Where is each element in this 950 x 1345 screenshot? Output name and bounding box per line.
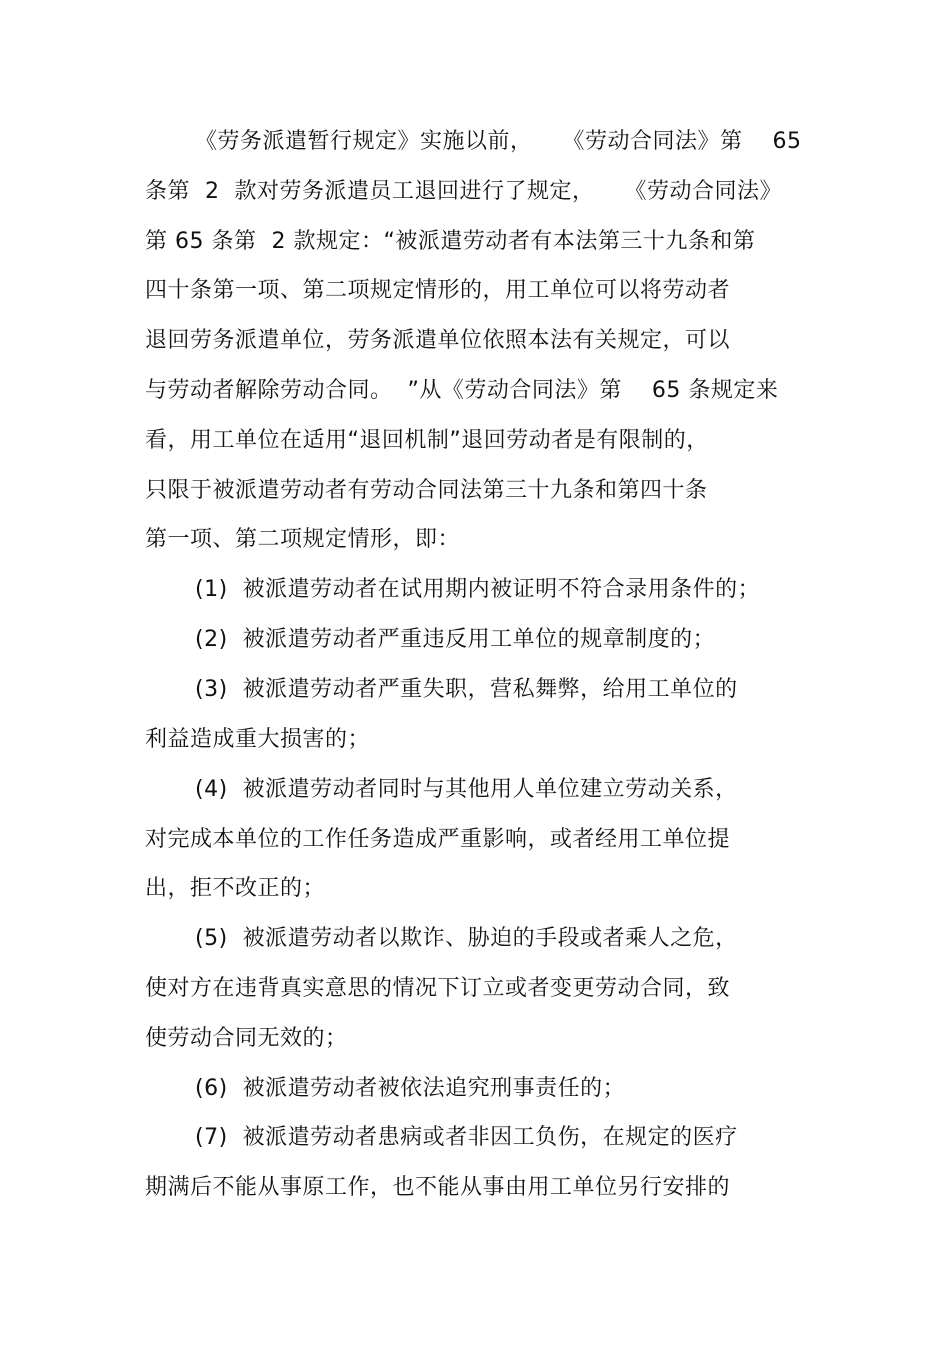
text-line: 第 65 条第 2 款规定：“被派遣劳动者有本法第三十九条和第 <box>145 229 756 254</box>
text-line: 出，拒不改正的； <box>145 876 326 901</box>
text-line: 四十条第一项、第二项规定情形的，用工单位可以将劳动者 <box>145 278 731 303</box>
list-item: (6) 被派遣劳动者被依法追究刑事责任的； <box>195 1076 626 1101</box>
text-line: 条第 2 款对劳务派遣员工退回进行了规定， 《劳动合同法》 <box>145 179 782 204</box>
text-line: 使劳动合同无效的； <box>145 1026 348 1051</box>
text-line: 《劳务派遣暂行规定》实施以前， 《劳动合同法》第 65 <box>195 129 802 154</box>
text-line: 看，用工单位在适用“退回机制”退回劳动者是有限制的， <box>145 428 709 453</box>
list-item: (2) 被派遣劳动者严重违反用工单位的规章制度的； <box>195 627 716 652</box>
list-item: (3) 被派遣劳动者严重失职，营私舞弊，给用工单位的 <box>195 677 738 702</box>
text-line: 期满后不能从事原工作，也不能从事由用工单位另行安排的 <box>145 1175 731 1200</box>
list-item: (4) 被派遣劳动者同时与其他用人单位建立劳动关系， <box>195 777 738 802</box>
text-line: 第一项、第二项规定情形，即： <box>145 527 461 552</box>
text-line: 使对方在违背真实意思的情况下订立或者变更劳动合同，致 <box>145 976 731 1001</box>
list-item: (7) 被派遣劳动者患病或者非因工负伤，在规定的医疗 <box>195 1125 738 1150</box>
text-line: 利益造成重大损害的； <box>145 727 371 752</box>
list-item: (1) 被派遣劳动者在试用期内被证明不符合录用条件的； <box>195 577 761 602</box>
list-item: (5) 被派遣劳动者以欺诈、胁迫的手段或者乘人之危， <box>195 926 738 951</box>
text-line: 对完成本单位的工作任务造成严重影响，或者经用工单位提 <box>145 827 731 852</box>
text-line: 与劳动者解除劳动合同。 ”从《劳动合同法》第 65 条规定来 <box>145 378 779 403</box>
text-line: 退回劳务派遣单位，劳务派遣单位依照本法有关规定，可以 <box>145 328 731 353</box>
text-line: 只限于被派遣劳动者有劳动合同法第三十九条和第四十条 <box>145 478 708 503</box>
